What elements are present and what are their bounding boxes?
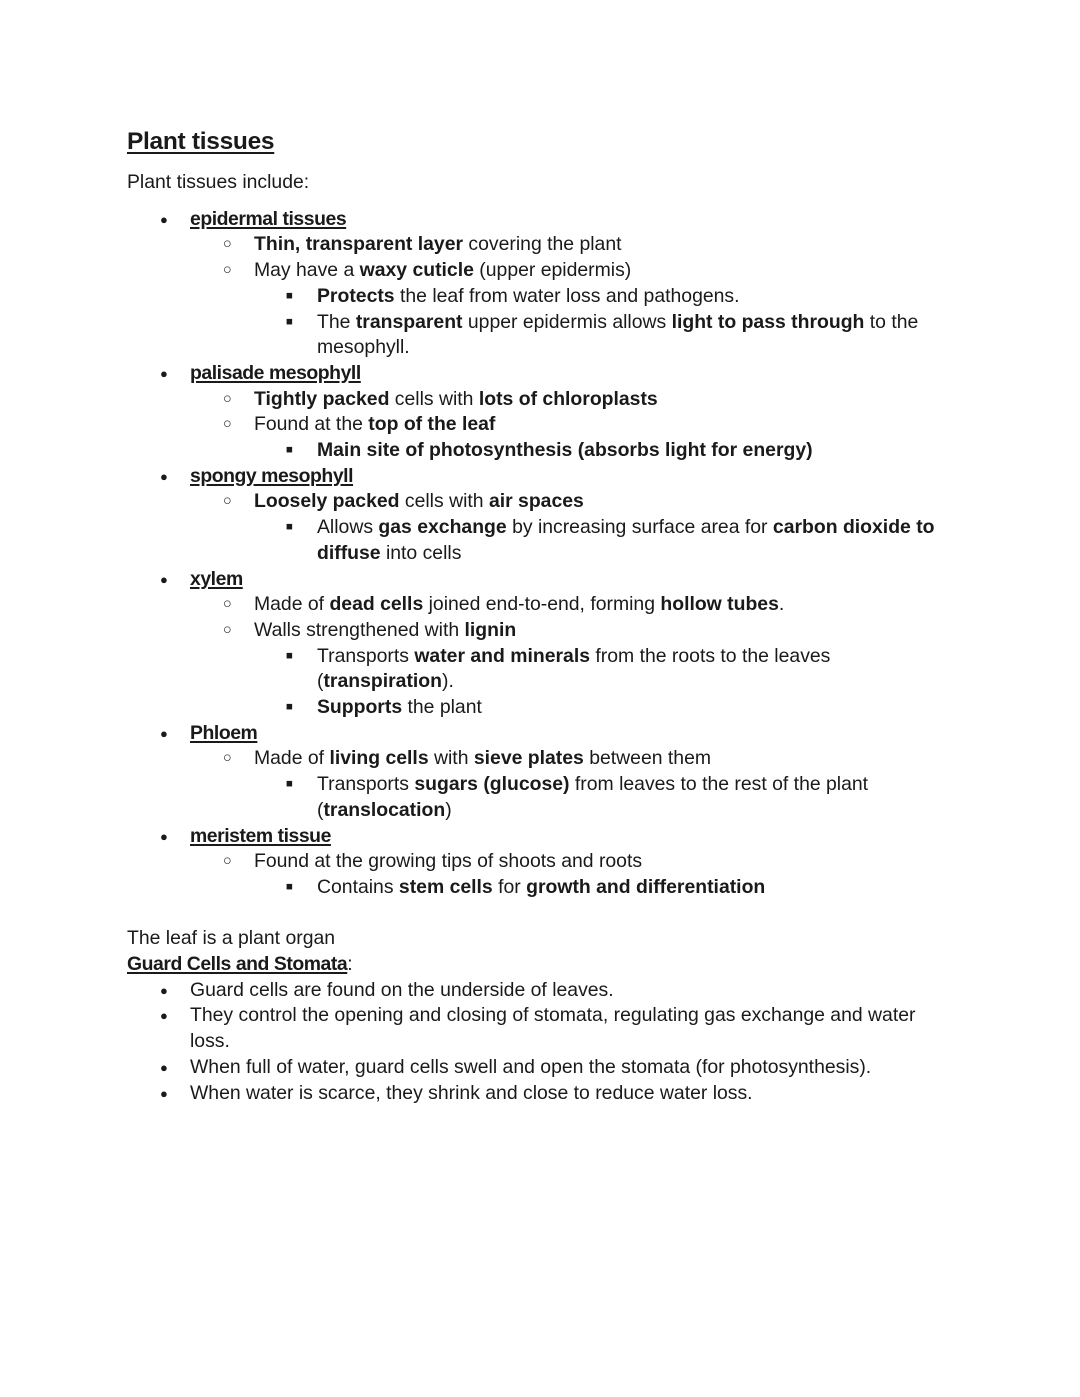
text-line xyxy=(254,258,953,284)
text-line xyxy=(190,1003,953,1054)
list-item-level-1 xyxy=(127,1081,953,1107)
disc-bullet-icon: ● xyxy=(160,211,168,227)
text-line xyxy=(254,489,953,515)
paragraph xyxy=(127,952,953,978)
text-run: Found at the growing tips of shoots and roots xyxy=(254,850,643,873)
disc-bullet-icon: ● xyxy=(160,365,168,381)
list-item-level-3 xyxy=(127,515,953,566)
text-run: the leaf from water loss and pathogens. xyxy=(394,284,740,307)
list-item-level-1 xyxy=(127,567,953,593)
text-run: living cells xyxy=(329,747,429,770)
text-run: for xyxy=(492,875,527,898)
circle-bullet-icon: ○ xyxy=(223,493,232,510)
text-run: waxy cuticle xyxy=(359,259,474,282)
list-item-level-1 xyxy=(127,207,953,233)
text-line xyxy=(127,171,309,193)
list-item-level-3 xyxy=(127,875,953,901)
text-run: They control the opening and closing of stomata, regulating gas exchange and water loss. xyxy=(190,1004,916,1053)
text-run: Transports xyxy=(317,644,415,667)
text-line xyxy=(127,927,335,949)
text-run: covering the plant xyxy=(463,233,622,256)
square-bullet-icon: ■ xyxy=(286,289,293,302)
square-bullet-icon: ■ xyxy=(286,649,293,662)
text-run: Main site of photosynthesis (absorbs light for energy) xyxy=(317,439,813,462)
text-line xyxy=(190,978,953,1004)
text-run: When water is scarce, they shrink and close to reduce water loss. xyxy=(190,1081,753,1104)
text-line xyxy=(254,387,953,413)
text-line xyxy=(190,1055,953,1081)
text-line xyxy=(254,592,953,618)
text-run: water and minerals xyxy=(414,644,591,667)
square-bullet-icon: ■ xyxy=(286,778,293,791)
disc-bullet-icon: ● xyxy=(160,828,168,844)
text-run: from leaves to the rest of the plant ( xyxy=(317,773,869,821)
disc-bullet-icon: ● xyxy=(160,1008,168,1024)
text-line xyxy=(317,515,953,566)
text-run: gas exchange xyxy=(378,516,507,539)
list-item-level-1 xyxy=(127,361,953,387)
text-run: meristem tissue xyxy=(190,824,331,847)
list-item-level-1 xyxy=(127,721,953,747)
text-run: xylem xyxy=(190,567,243,590)
text-line xyxy=(254,618,953,644)
text-run: palisade mesophyll xyxy=(190,361,361,384)
circle-bullet-icon: ○ xyxy=(223,596,232,613)
text-run: into cells xyxy=(380,541,462,564)
text-run: from the roots to the leaves ( xyxy=(317,644,831,693)
circle-bullet-icon: ○ xyxy=(223,262,232,279)
list-item-level-2 xyxy=(127,412,953,438)
list-item-level-3 xyxy=(127,644,953,695)
list-item-level-1 xyxy=(127,978,953,1004)
text-line xyxy=(190,361,953,387)
text-run: ). xyxy=(441,670,454,693)
text-run: transpiration xyxy=(323,670,442,693)
text-line xyxy=(317,644,953,695)
list-item-level-1 xyxy=(127,824,953,850)
text-run: transparent xyxy=(355,310,463,333)
text-run: Found at the xyxy=(254,413,369,436)
text-run: hollow tubes xyxy=(660,593,779,616)
paragraph xyxy=(127,926,953,952)
text-line xyxy=(317,438,953,464)
text-line xyxy=(190,721,953,747)
square-bullet-icon: ■ xyxy=(286,701,293,714)
text-run: Thin, transparent layer xyxy=(254,233,464,256)
text-run: sugars (glucose) xyxy=(414,773,570,796)
text-run: top of the leaf xyxy=(368,413,496,436)
text-line xyxy=(190,207,953,233)
text-run: upper epidermis allows xyxy=(462,310,672,333)
text-run: Made of xyxy=(254,747,330,770)
list-item-level-2 xyxy=(127,849,953,875)
disc-bullet-icon: ● xyxy=(160,1059,168,1075)
disc-bullet-icon: ● xyxy=(160,468,168,484)
text-line xyxy=(317,772,953,823)
text-run: by increasing surface area for xyxy=(506,516,773,539)
list-item-level-3 xyxy=(127,310,953,361)
text-run: Plant tissues xyxy=(127,128,275,155)
text-run: stem cells xyxy=(398,875,493,898)
text-run: growth and differentiation xyxy=(526,875,766,898)
paragraph xyxy=(127,170,953,196)
circle-bullet-icon: ○ xyxy=(223,416,232,433)
text-run: translocation xyxy=(323,798,446,821)
text-run: Tightly packed xyxy=(254,387,390,410)
text-line xyxy=(317,695,953,721)
text-run: carbon dioxide to diffuse xyxy=(317,516,935,564)
disc-bullet-icon: ● xyxy=(160,982,168,998)
document-title xyxy=(127,122,953,162)
text-line xyxy=(254,746,953,772)
text-run: Loosely packed xyxy=(254,490,400,513)
text-line xyxy=(317,284,953,310)
text-line xyxy=(127,128,274,155)
list-item-level-3 xyxy=(127,438,953,464)
text-run: cells with xyxy=(389,387,479,410)
text-run: lots of chloroplasts xyxy=(478,387,658,410)
list-item-level-2 xyxy=(127,387,953,413)
square-bullet-icon: ■ xyxy=(286,315,293,328)
circle-bullet-icon: ○ xyxy=(223,621,232,638)
square-bullet-icon: ■ xyxy=(286,444,293,457)
list-item-level-1 xyxy=(127,1055,953,1081)
list-item-level-3 xyxy=(127,772,953,823)
text-run: When full of water, guard cells swell and open the stomata (for photosynthesis). xyxy=(190,1055,872,1078)
text-run: Protects xyxy=(317,284,395,307)
text-line xyxy=(317,310,953,361)
text-run: lignin xyxy=(464,618,517,641)
text-run: The xyxy=(317,310,356,333)
list-item-level-1 xyxy=(127,1003,953,1054)
text-line xyxy=(254,849,953,875)
text-run: May have a xyxy=(254,259,360,282)
text-run: the plant xyxy=(402,696,482,719)
text-run: air spaces xyxy=(488,490,584,513)
text-run: Made of xyxy=(254,593,330,616)
circle-bullet-icon: ○ xyxy=(223,390,232,407)
text-run: The leaf is a plant organ xyxy=(127,927,336,950)
text-run: with xyxy=(428,747,474,770)
text-line xyxy=(127,953,353,975)
text-run: to the mesophyll. xyxy=(317,310,919,359)
list-item-level-3 xyxy=(127,695,953,721)
text-run: Contains xyxy=(317,875,399,898)
list-item-level-2 xyxy=(127,489,953,515)
text-line xyxy=(254,412,953,438)
list-item-level-3 xyxy=(127,284,953,310)
text-line xyxy=(190,567,953,593)
text-run: Plant tissues include: xyxy=(127,171,310,193)
disc-bullet-icon: ● xyxy=(160,571,168,587)
blank-line xyxy=(127,901,953,927)
text-run: spongy mesophyll xyxy=(190,464,354,487)
list-item-level-2 xyxy=(127,232,953,258)
circle-bullet-icon: ○ xyxy=(223,853,232,870)
text-line xyxy=(254,232,953,258)
text-run: sieve plates xyxy=(473,747,584,770)
text-line xyxy=(190,824,953,850)
list-item-level-2 xyxy=(127,592,953,618)
text-run: Supports xyxy=(317,696,403,719)
disc-bullet-icon: ● xyxy=(160,1085,168,1101)
text-run: between them xyxy=(583,747,712,770)
list-item-level-2 xyxy=(127,258,953,284)
text-run: . xyxy=(778,593,785,616)
text-run: epidermal tissues xyxy=(190,207,347,230)
text-run: (upper epidermis) xyxy=(473,259,632,282)
text-line xyxy=(190,464,953,490)
square-bullet-icon: ■ xyxy=(286,880,293,893)
text-run: Phloem xyxy=(190,721,258,744)
list-item-level-1 xyxy=(127,464,953,490)
text-run: dead cells xyxy=(329,593,424,616)
text-run: Guard Cells and Stomata xyxy=(127,953,348,976)
square-bullet-icon: ■ xyxy=(286,521,293,534)
text-run: Walls strengthened with xyxy=(254,618,465,641)
text-run: Allows xyxy=(317,516,379,539)
circle-bullet-icon: ○ xyxy=(223,236,232,253)
text-run: Guard cells are found on the underside of leaves. xyxy=(190,978,614,1001)
text-run: cells with xyxy=(399,490,489,513)
list-item-level-2 xyxy=(127,746,953,772)
text-line xyxy=(190,1081,953,1107)
text-run: light to pass through xyxy=(671,310,865,333)
circle-bullet-icon: ○ xyxy=(223,750,232,767)
text-line xyxy=(317,875,953,901)
disc-bullet-icon: ● xyxy=(160,725,168,741)
text-run: Transports xyxy=(317,773,415,796)
text-run: ) xyxy=(445,798,452,821)
text-run: : xyxy=(347,953,353,976)
list-item-level-2 xyxy=(127,618,953,644)
text-run: joined end-to-end, forming xyxy=(423,593,661,616)
